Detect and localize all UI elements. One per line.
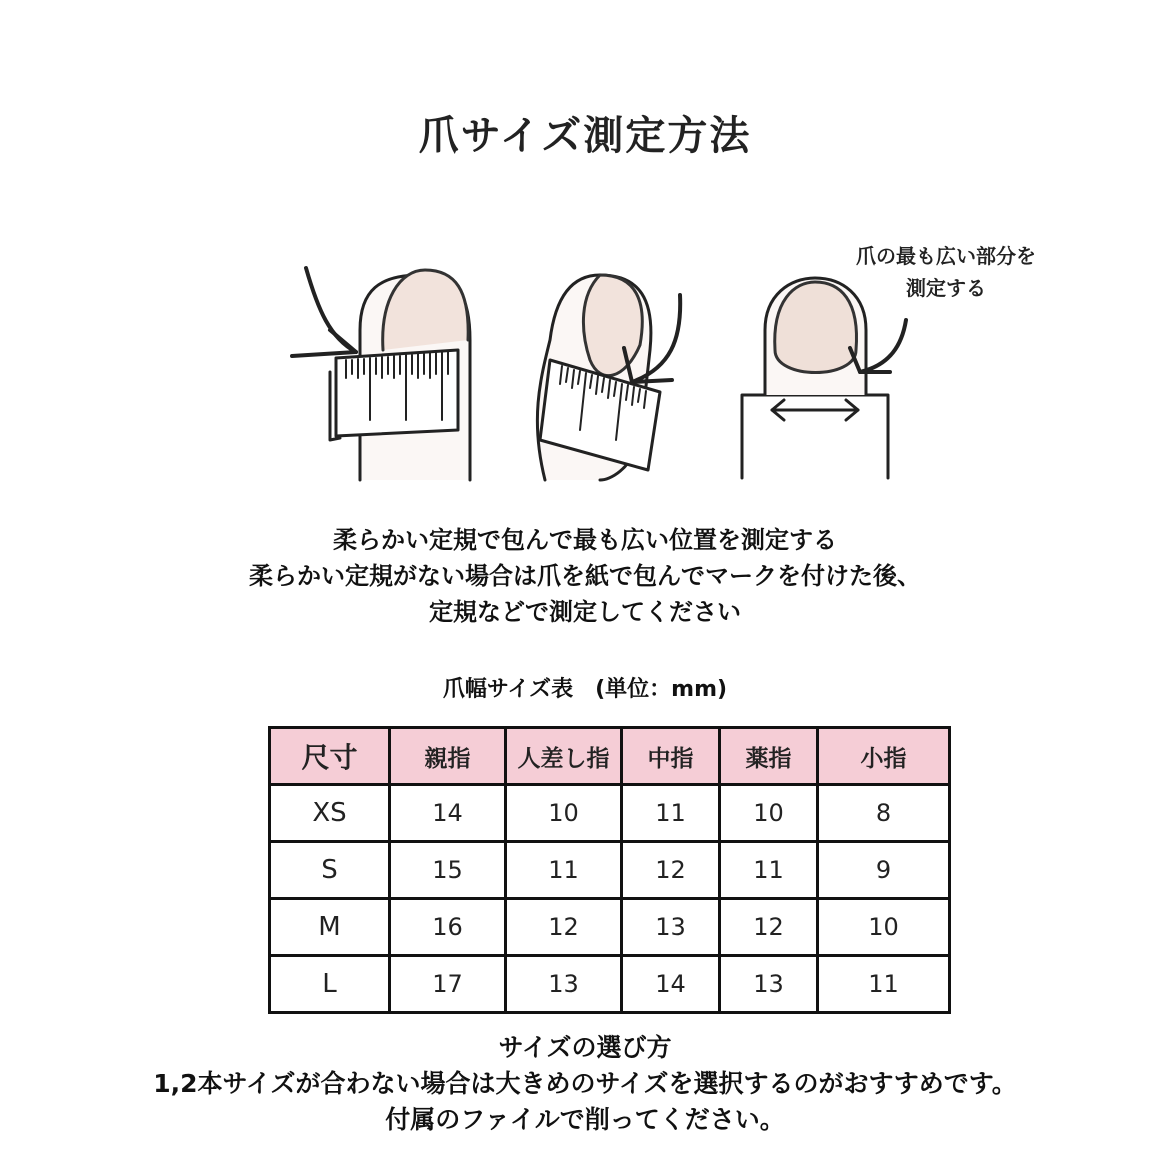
table-row — [270, 842, 950, 899]
table-cell: 17 — [390, 956, 506, 1013]
callout-line-1: 爪の最も広い部分を — [856, 244, 1036, 268]
row-size: L — [270, 956, 390, 1013]
table-caption: 爪幅サイズ表 (単位：mm) — [442, 677, 728, 702]
page-title: 爪サイズ測定方法 — [418, 112, 752, 159]
size-selection-guide — [0, 1030, 1170, 1138]
table-cell: 13 — [506, 956, 622, 1013]
instruction-line: 柔らかい定規がない場合は爪を紙で包んでマークを付けた後、 — [249, 562, 921, 590]
table-cell: 8 — [818, 785, 950, 842]
table-cell: 9 — [818, 842, 950, 899]
callout-note — [836, 240, 1056, 304]
table-cell: 11 — [622, 785, 720, 842]
table-row — [270, 785, 950, 842]
finger-tape-right — [537, 275, 680, 480]
guide-line: 1,2本サイズが合わない場合は大きめのサイズを選択するのがおすすめです。 — [153, 1069, 1017, 1098]
header-size: 尺寸 — [270, 728, 390, 785]
guide-heading: サイズの選び方 — [498, 1033, 672, 1062]
guide-line: 付属のファイルで削ってください。 — [385, 1105, 785, 1134]
measurement-instructions — [0, 522, 1170, 630]
finger-tape-left — [292, 268, 470, 480]
row-size: S — [270, 842, 390, 899]
finger-nail-width — [742, 278, 906, 478]
instruction-line: 定規などで測定してください — [429, 598, 741, 626]
table-cell: 15 — [390, 842, 506, 899]
table-cell: 13 — [622, 899, 720, 956]
table-cell: 13 — [720, 956, 818, 1013]
table-header-row — [270, 728, 950, 785]
header-pinky: 小指 — [818, 728, 950, 785]
header-index: 人差し指 — [506, 728, 622, 785]
table-cell: 11 — [818, 956, 950, 1013]
table-cell: 10 — [818, 899, 950, 956]
table-cell: 10 — [506, 785, 622, 842]
table-cell: 16 — [390, 899, 506, 956]
row-size: M — [270, 899, 390, 956]
table-cell: 14 — [390, 785, 506, 842]
row-size: XS — [270, 785, 390, 842]
instruction-line: 柔らかい定規で包んで最も広い位置を測定する — [333, 526, 837, 554]
size-table — [268, 726, 951, 1014]
table-cell: 12 — [506, 899, 622, 956]
table-cell: 10 — [720, 785, 818, 842]
table-cell: 12 — [720, 899, 818, 956]
header-ring: 薬指 — [720, 728, 818, 785]
table-cell: 12 — [622, 842, 720, 899]
table-row — [270, 899, 950, 956]
table-row — [270, 956, 950, 1013]
table-cell: 11 — [720, 842, 818, 899]
table-cell: 11 — [506, 842, 622, 899]
header-thumb: 親指 — [390, 728, 506, 785]
callout-line-2: 測定する — [906, 276, 986, 300]
header-middle: 中指 — [622, 728, 720, 785]
table-cell: 14 — [622, 956, 720, 1013]
